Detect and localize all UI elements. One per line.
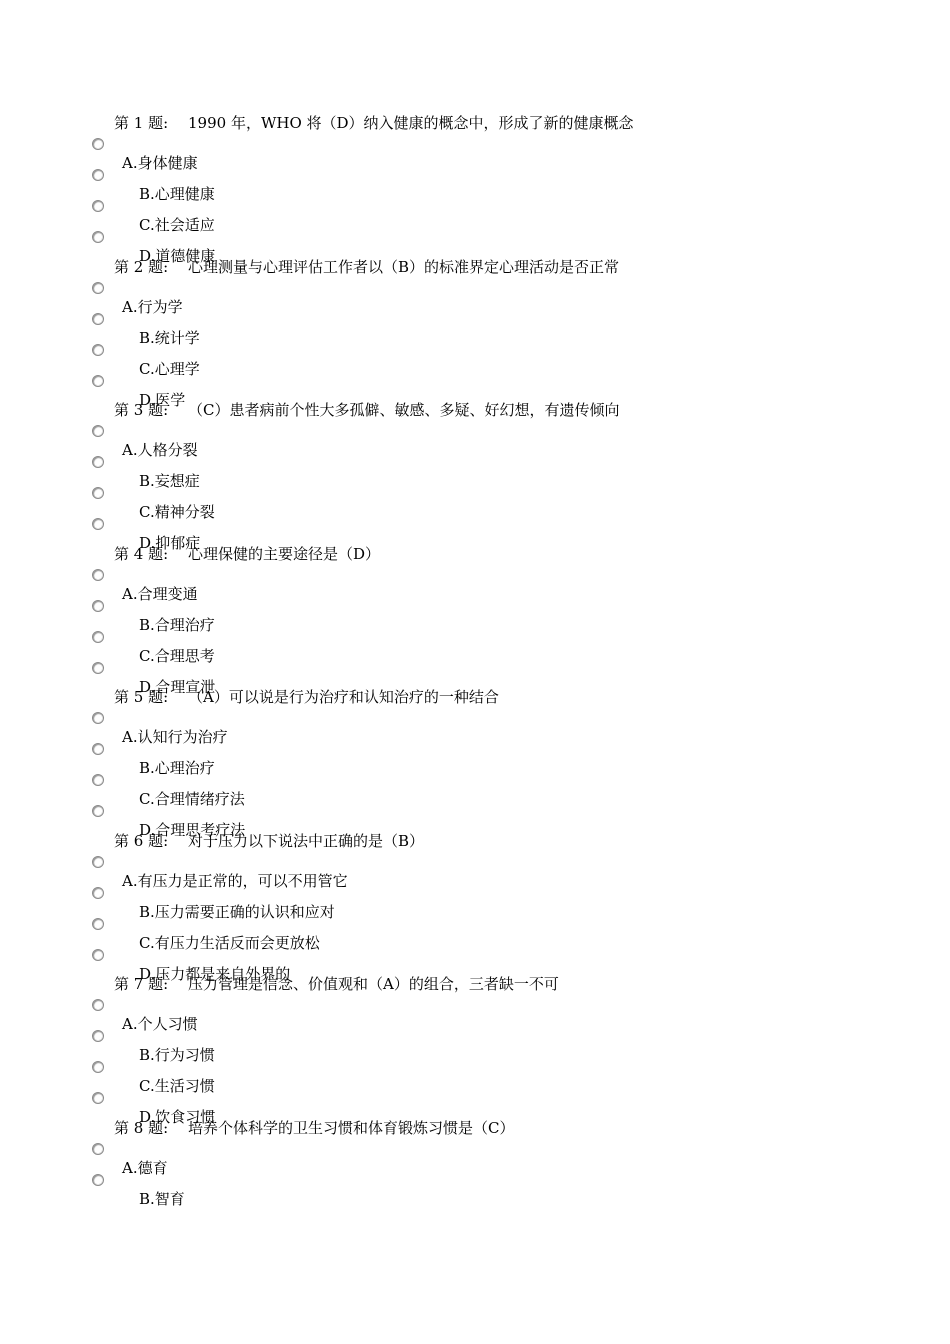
radio-button-icon[interactable] [92, 774, 104, 786]
option-label: D.压力都是来自外界的 [139, 964, 291, 983]
option-c[interactable] [0, 1061, 700, 1095]
option-label: C.心理学 [139, 359, 200, 378]
option-label: D.合理思考疗法 [139, 821, 246, 839]
question-text: 1990 年，WHO 将（D）纳入健康的概念中，形成了新的健康概念 [188, 114, 634, 132]
radio-button-icon[interactable] [92, 375, 104, 387]
option-b[interactable] [0, 600, 700, 634]
option-b[interactable] [0, 456, 700, 490]
radio-button-icon[interactable] [92, 1030, 104, 1042]
option-label: D.医学 [139, 390, 186, 409]
option-b[interactable] [0, 887, 700, 921]
option-label: B.行为习惯 [139, 1046, 215, 1064]
radio-button-icon[interactable] [92, 805, 104, 817]
question-1 [0, 112, 950, 265]
radio-button-icon[interactable] [92, 631, 104, 643]
option-b[interactable] [0, 1174, 700, 1208]
radio-button-icon[interactable] [92, 518, 104, 530]
option-label: C.有压力生活反而会更放松 [139, 933, 320, 952]
option-a[interactable] [0, 282, 700, 316]
option-label: A.身体健康 [122, 154, 198, 172]
option-label: C.精神分裂 [139, 503, 215, 521]
option-c[interactable] [0, 487, 700, 521]
question-number: 第 6 题: [114, 831, 169, 850]
question-text: （C）患者病前个性大多孤僻、敏感、多疑、好幻想，有遗传倾向 [188, 401, 620, 419]
radio-button-icon[interactable] [92, 200, 104, 212]
question-5 [0, 686, 950, 839]
question-3 [0, 399, 950, 552]
option-label: B.妄想症 [139, 472, 200, 490]
question-title [114, 543, 380, 565]
question-number: 第 1 题: [114, 114, 169, 132]
question-2 [0, 256, 950, 409]
radio-button-icon[interactable] [92, 231, 104, 243]
question-title [114, 830, 424, 852]
option-label: A.人格分裂 [122, 441, 198, 459]
option-label: A.行为学 [122, 297, 183, 316]
radio-button-icon[interactable] [92, 600, 104, 612]
option-b[interactable] [0, 743, 700, 777]
option-label: B.合理治疗 [139, 615, 215, 634]
option-c[interactable] [0, 918, 700, 952]
option-label: B.智育 [139, 1189, 185, 1208]
radio-button-icon[interactable] [92, 918, 104, 930]
option-a[interactable] [0, 425, 700, 459]
radio-button-icon[interactable] [92, 487, 104, 499]
option-a[interactable] [0, 999, 700, 1033]
option-a[interactable] [0, 138, 700, 172]
option-label: C.合理思考 [139, 646, 215, 665]
question-number: 第 8 题: [114, 1118, 169, 1137]
question-title [114, 399, 619, 421]
option-label: D.饮食习惯 [139, 1108, 216, 1126]
option-b[interactable] [0, 313, 700, 347]
question-number: 第 5 题: [114, 688, 169, 706]
option-label: C.合理情绪疗法 [139, 790, 245, 808]
question-4 [0, 543, 950, 696]
radio-button-icon[interactable] [92, 1174, 104, 1186]
question-number: 第 2 题: [114, 257, 169, 276]
radio-button-icon[interactable] [92, 887, 104, 899]
question-title [114, 1117, 514, 1139]
option-label: B.压力需要正确的认识和应对 [139, 902, 335, 921]
option-c[interactable] [0, 631, 700, 665]
question-number: 第 3 题: [114, 401, 169, 419]
radio-button-icon[interactable] [92, 569, 104, 581]
radio-button-icon[interactable] [92, 1061, 104, 1073]
option-label: A.德育 [122, 1158, 168, 1177]
option-label: B.心理治疗 [139, 759, 215, 777]
option-label: D.合理宣泄 [139, 677, 216, 696]
radio-button-icon[interactable] [92, 169, 104, 181]
option-c[interactable] [0, 200, 700, 234]
option-a[interactable] [0, 712, 700, 746]
radio-button-icon[interactable] [92, 282, 104, 294]
radio-button-icon[interactable] [92, 999, 104, 1011]
question-text: 心理保健的主要途径是（D） [188, 544, 381, 563]
radio-button-icon[interactable] [92, 949, 104, 961]
option-label: D.道德健康 [139, 247, 216, 265]
radio-button-icon[interactable] [92, 712, 104, 724]
question-6 [0, 830, 950, 983]
option-label: D.抑郁症 [139, 534, 201, 552]
question-7 [0, 973, 950, 1126]
option-a[interactable] [0, 856, 700, 890]
radio-button-icon[interactable] [92, 1143, 104, 1155]
question-text: 培养个体科学的卫生习惯和体育锻炼习惯是（C） [188, 1118, 515, 1137]
radio-button-icon[interactable] [92, 456, 104, 468]
option-label: C.生活习惯 [139, 1077, 215, 1095]
radio-button-icon[interactable] [92, 1092, 104, 1104]
option-label: A.有压力是正常的，可以不用管它 [122, 871, 348, 890]
radio-button-icon[interactable] [92, 856, 104, 868]
radio-button-icon[interactable] [92, 313, 104, 325]
option-label: A.认知行为治疗 [122, 728, 228, 746]
question-8 [0, 1117, 950, 1261]
option-label: B.统计学 [139, 328, 200, 347]
option-label: C.社会适应 [139, 216, 215, 234]
question-text: 压力管理是信念、价值观和（A）的组合，三者缺一不可 [188, 975, 559, 993]
question-text: 对于压力以下说法中正确的是（B） [188, 831, 425, 850]
question-title [114, 256, 619, 278]
option-b[interactable] [0, 169, 700, 203]
question-title [114, 686, 499, 708]
option-c[interactable] [0, 774, 700, 808]
question-title [114, 973, 559, 995]
radio-button-icon[interactable] [92, 344, 104, 356]
question-text: （A）可以说是行为治疗和认知治疗的一种结合 [188, 688, 499, 706]
question-text: 心理测量与心理评估工作者以（B）的标准界定心理活动是否正常 [188, 257, 620, 276]
option-c[interactable] [0, 344, 700, 378]
quiz-list [0, 112, 950, 1260]
question-number: 第 4 题: [114, 544, 169, 563]
option-label: B.心理健康 [139, 185, 215, 203]
option-a[interactable] [0, 569, 700, 603]
option-label: A.合理变通 [122, 584, 198, 603]
radio-button-icon[interactable] [92, 138, 104, 150]
radio-button-icon[interactable] [92, 662, 104, 674]
option-label: A.个人习惯 [122, 1015, 198, 1033]
option-b[interactable] [0, 1030, 700, 1064]
radio-button-icon[interactable] [92, 425, 104, 437]
radio-button-icon[interactable] [92, 743, 104, 755]
question-number: 第 7 题: [114, 975, 169, 993]
question-title [114, 112, 634, 134]
option-a[interactable] [0, 1143, 700, 1177]
